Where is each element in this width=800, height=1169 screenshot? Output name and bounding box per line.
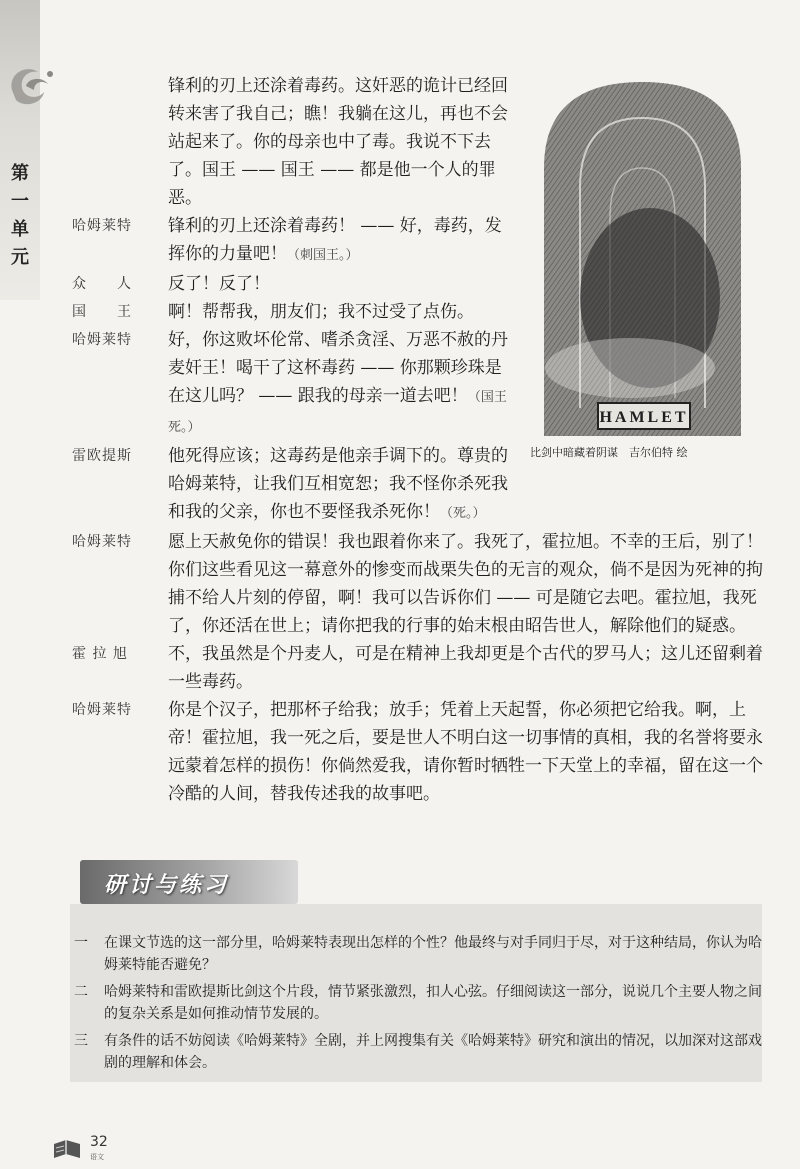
speech-line: 锋利的刃上还涂着毒药。这奸恶的诡计已经回转来害了我自己；瞧！我躺在这儿，再也不会站起来了。你的母亲也中了毒。我说不下去了。国王 —— 国王 —— 都是他一个人的罪恶。 [168,76,508,208]
exercise-text: 哈姆莱特和雷欧提斯比剑这个片段，情节紧张激烈，扣人心弦。仔细阅读这一部分，说说几个主要人物之间的复杂关系是如何推动情节发展的。 [104,984,762,1022]
speaker-name: 哈姆莱特 [72,534,132,550]
speech-text [168,696,772,808]
speech-text [168,298,518,326]
book-icon [52,1138,82,1162]
stage-direction: （国王死。） [168,390,507,435]
speaker-name: 众 人 [72,276,132,292]
speech-text [168,270,518,298]
illustration-caption: 比剑中暗藏着阴谋 吉尔伯特 绘 [530,446,688,459]
speech-line: 锋利的刃上还涂着毒药！ —— 好，毒药，发挥你的力量吧！ [168,216,502,264]
speech-line: 愿上天赦免你的错误！我也跟着你来了。我死了，霍拉旭。不幸的王后，别了！你们这些看见这一幕意外的惨变而战栗失色的无言的观众，倘不是因为死神的拘捕不给人片刻的停留，啊！我可以告诉你们 —— 可是随它去吧。霍拉旭，我死了，你还活在世上；请你把我的行事的始末根由昭告世人，解除他们的疑惑。 [168,532,763,636]
speaker-name: 哈姆莱特 [72,218,132,234]
exercise-item [70,1030,770,1074]
speaker-name: 霍 拉 旭 [72,646,128,662]
speech-line: 不，我虽然是个丹麦人，可是在精神上我却更是个古代的罗马人；这儿还留剩着一些毒药。 [168,644,763,692]
exercise-text: 有条件的话不妨阅读《哈姆莱特》全剧，并上网搜集有关《哈姆莱特》研究和演出的情况，以加深对这部戏剧的理解和体会。 [104,1033,762,1071]
exercise-item [70,932,770,976]
speech-text [168,326,518,442]
speaker-name: 哈姆莱特 [72,702,132,718]
footer-subtitle: 语文 [90,1153,104,1161]
illustration-plate-text: HAMLET [599,409,689,426]
speech-line: 啊！帮帮我，朋友们；我不过受了点伤。 [168,302,474,322]
speech-line: 反了！反了！ [168,274,270,294]
dialogue-line [72,696,772,808]
exercise-number: 三 [74,1033,88,1049]
exercise-item [70,981,770,1025]
exercise-text: 在课文节选的这一部分里，哈姆莱特表现出怎样的个性？他最终与对手同归于尽，对于这种结局，你认为哈姆莱特能否避免？ [104,935,762,973]
page-footer [52,1134,172,1164]
speech-text [168,528,772,640]
speech-text [168,212,518,270]
exercise-number: 一 [74,935,88,951]
speech-line: 好，你这败坏伦常、嗜杀贪淫、万恶不赦的丹麦奸王！喝干了这杯毒药 —— 你那颗珍珠是在这儿吗？ —— 跟我的母亲一道去吧！ [168,330,508,406]
speaker-name: 雷欧提斯 [72,448,132,464]
exercise-section-title: 研讨与练习 [104,873,230,898]
page-number: 32 [90,1134,108,1150]
exercise-section-banner [80,860,298,904]
unit-label: 第一单元 [11,163,29,268]
stage-direction: （死。） [440,506,486,521]
exercise-number: 二 [74,984,88,1000]
speech-text [168,640,772,696]
stage-direction: （刺国王。） [287,248,359,263]
speech-line: 他死得应该；这毒药是他亲手调下的。尊贵的哈姆莱特，让我们互相宽恕；我不怪你杀死我和我的父亲，你也不要怪我杀死你！ [168,446,508,522]
hamlet-engraving-illustration [540,78,745,436]
dialogue-line [72,640,772,696]
speech-line: 你是个汉子，把那杯子给我；放手；凭着上天起誓，你必须把它给我。啊，上帝！霍拉旭，我一死之后，要是世人不明白这一切事情的真相，我的名誉将要永远蒙着怎样的损伤！你倘然爱我，请你暂时牺牲一下天堂上的幸福，留在这一个冷酷的人间，替我传述我的故事吧。 [168,700,763,804]
swirl-logo-icon [4,62,58,112]
speech-text [168,72,518,212]
dialogue-line [72,528,772,640]
exercise-list [70,932,770,1079]
speaker-name: 国 王 [72,304,132,320]
speech-text [168,442,518,528]
speaker-name: 哈姆莱特 [72,332,132,348]
